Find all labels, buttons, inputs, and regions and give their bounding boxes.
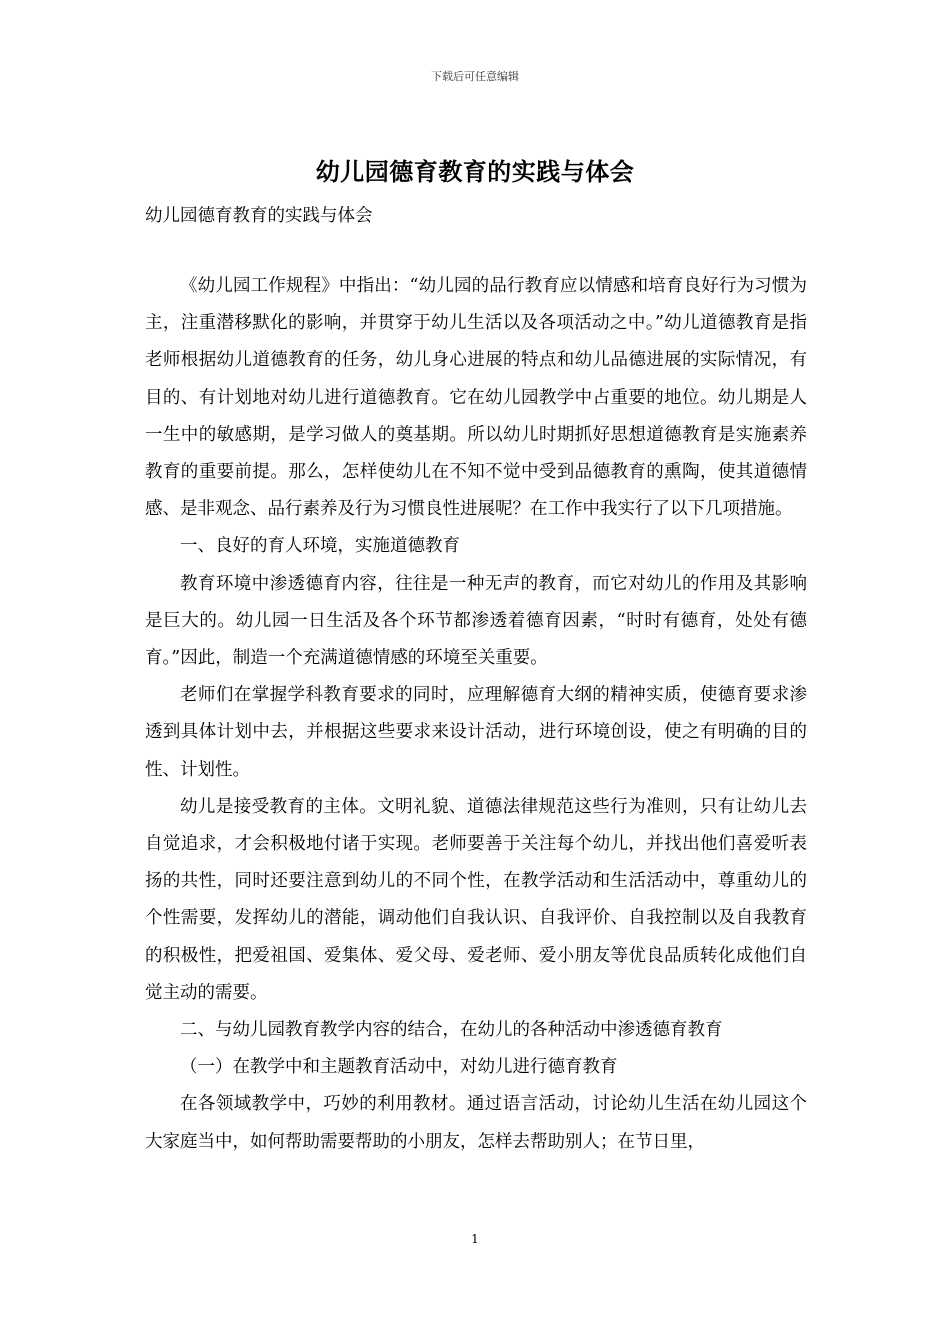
page-number: 1 xyxy=(471,1232,479,1246)
document-body xyxy=(145,268,807,1161)
paragraph: 幼儿是接受教育的主体。文明礼貌、道德法律规范这些行为准则，只有让幼儿去自觉追求，才会积极地付诸于实现。老师要善于关注每个幼儿，并找出他们喜爱听表扬的共性，同时还要注意到幼儿的不同个性，在教学活动和生活活动中，尊重幼儿的个性需要，发挥幼儿的潜能，调动他们自我认识、自我评价、自我控制以及自我教育的积极性，把爱祖国、爱集体、爱父母、爱老师、爱小朋友等优良品质转化成他们自觉主动的需要。 xyxy=(145,796,807,1003)
subsection-heading-1: （一）在教学中和主题教育活动中，对幼儿进行德育教育 xyxy=(180,1057,618,1078)
page-header: 下载后可任意编辑 xyxy=(431,70,519,83)
section-heading-1: 一、良好的育人环境，实施道德教育 xyxy=(180,536,460,557)
paragraph: 在各领域教学中，巧妙的利用教材。通过语言活动，讨论幼儿生活在幼儿园这个大家庭当中，如何帮助需要帮助的小朋友，怎样去帮助别人；在节日里， xyxy=(145,1094,807,1152)
section-heading-2: 二、与幼儿园教育教学内容的结合，在幼儿的各种活动中渗透德育教育 xyxy=(180,1020,723,1041)
paragraph: 老师们在掌握学科教育要求的同时，应理解德育大纲的精神实质，使德育要求渗透到具体计划中去，并根据这些要求来设计活动，进行环境创设，使之有明确的目的性、计划性。 xyxy=(145,685,807,780)
paragraph: 教育环境中渗透德育内容，往往是一种无声的教育，而它对幼儿的作用及其影响是巨大的。幼儿园一日生活及各个环节都渗透着德育因素，“时时有德育，处处有德育。”因此，制造一个充满道德情感的环境至关重要。 xyxy=(145,573,807,669)
document-title: 幼儿园德育教育的实践与体会 xyxy=(315,157,635,186)
paragraph-intro: 《幼儿园工作规程》中指出：“幼儿园的品行教育应以情感和培育良好行为习惯为主，注重潜移默化的影响，并贯穿于幼儿生活以及各项活动之中。”幼儿道德教育是指老师根据幼儿道德教育的任务，幼儿身心进展的特点和幼儿品德进展的实际情况，有目的、有计划地对幼儿进行道德教育。它在幼儿园教学中占重要的地位。幼儿期是人一生中的敏感期，是学习做人的奠基期。所以幼儿时期抓好思想道德教育是实施素养教育的重要前提。那么，怎样使幼儿在不知不觉中受到品德教育的熏陶，使其道德情感、是非观念、品行素养及行为习惯良性进展呢？在工作中我实行了以下几项措施。 xyxy=(145,276,807,520)
document-subtitle: 幼儿园德育教育的实践与体会 xyxy=(145,206,373,226)
